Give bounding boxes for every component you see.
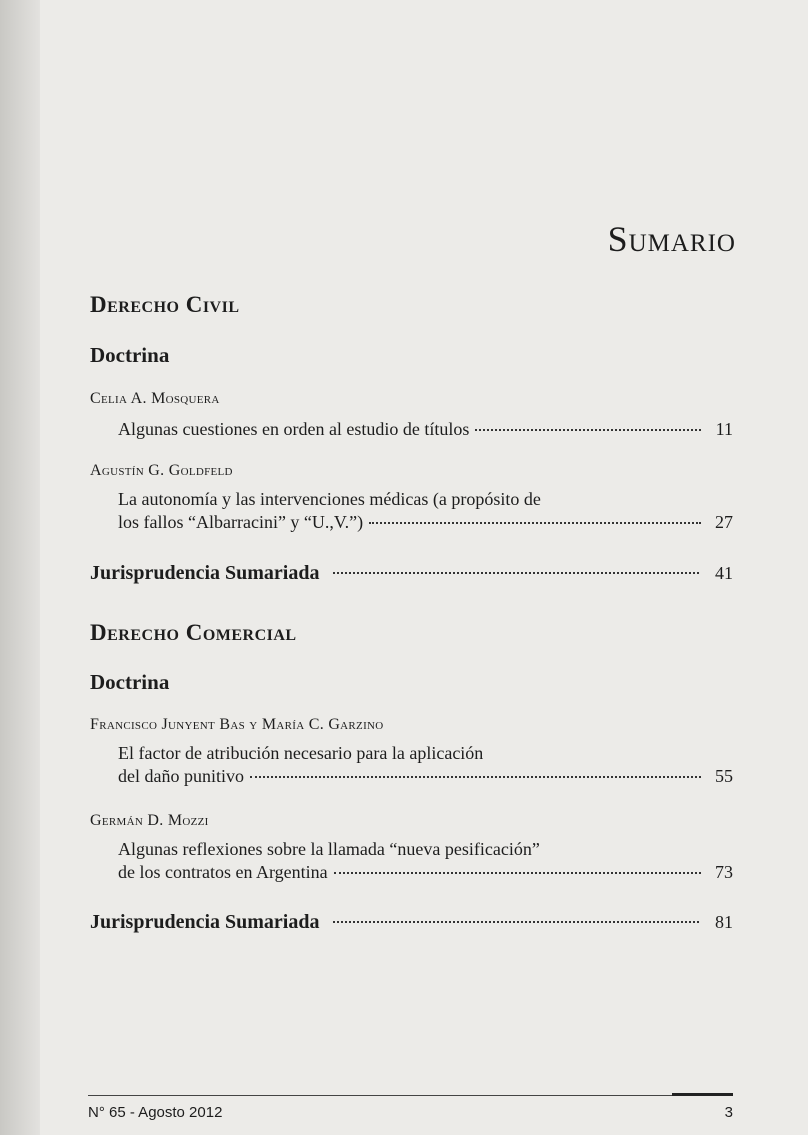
- toc-entry[interactable]: [118, 742, 733, 788]
- subheading-doctrina-civil: Doctrina: [90, 343, 170, 367]
- page-binding-shadow: [0, 0, 40, 1135]
- toc-entry-jurisprudencia[interactable]: [90, 562, 733, 585]
- footer-issue: N° 65 - Agosto 2012: [88, 1104, 223, 1121]
- section-heading-derecho-civil: Derecho Civil: [90, 292, 240, 317]
- page-number: 11: [715, 419, 733, 439]
- page-number: 73: [715, 862, 733, 882]
- article-title-line: del daño punitivo: [118, 766, 244, 786]
- toc-entry[interactable]: [118, 838, 733, 884]
- article-author: Agustín G. Goldfeld: [90, 462, 233, 479]
- footer-rule-accent: [672, 1093, 733, 1096]
- jurisprudencia-label: Jurisprudencia Sumariada: [90, 562, 320, 584]
- article-title-line: de los contratos en Argentina: [118, 862, 328, 882]
- article-title-line: Algunas reflexiones sobre la llamada “nueva pesificación”: [118, 839, 540, 859]
- subheading-doctrina-comercial: Doctrina: [90, 670, 170, 694]
- page-number: 41: [715, 563, 733, 583]
- footer-page-number: 3: [724, 1104, 733, 1121]
- footer-rule: [88, 1095, 733, 1096]
- dot-leader: [334, 872, 701, 874]
- article-title-line: El factor de atribución necesario para la aplicación: [118, 743, 484, 763]
- article-author: Germán D. Mozzi: [90, 812, 209, 829]
- section-heading-derecho-comercial: Derecho Comercial: [90, 620, 297, 645]
- toc-entry[interactable]: [118, 418, 733, 441]
- page-number: 55: [715, 766, 733, 786]
- page-number: 27: [715, 512, 733, 532]
- page-number: 81: [715, 912, 733, 932]
- article-title-line: Algunas cuestiones en orden al estudio de títulos: [118, 419, 470, 439]
- toc-entry-jurisprudencia[interactable]: [90, 911, 733, 934]
- article-title-line: La autonomía y las intervenciones médicas (a propósito de: [118, 489, 541, 509]
- dot-leader: [250, 776, 701, 778]
- dot-leader: [475, 429, 701, 431]
- article-author: Celia A. Mosquera: [90, 390, 220, 407]
- toc-entry[interactable]: [118, 488, 733, 534]
- dot-leader: [369, 522, 701, 524]
- article-author: Francisco Junyent Bas y María C. Garzino: [90, 716, 384, 733]
- dot-leader: [333, 572, 699, 574]
- jurisprudencia-label: Jurisprudencia Sumariada: [90, 911, 320, 933]
- page-title: Sumario: [607, 219, 736, 259]
- dot-leader: [333, 921, 699, 923]
- article-title-line: los fallos “Albarracini” y “U.,V.”): [118, 512, 364, 532]
